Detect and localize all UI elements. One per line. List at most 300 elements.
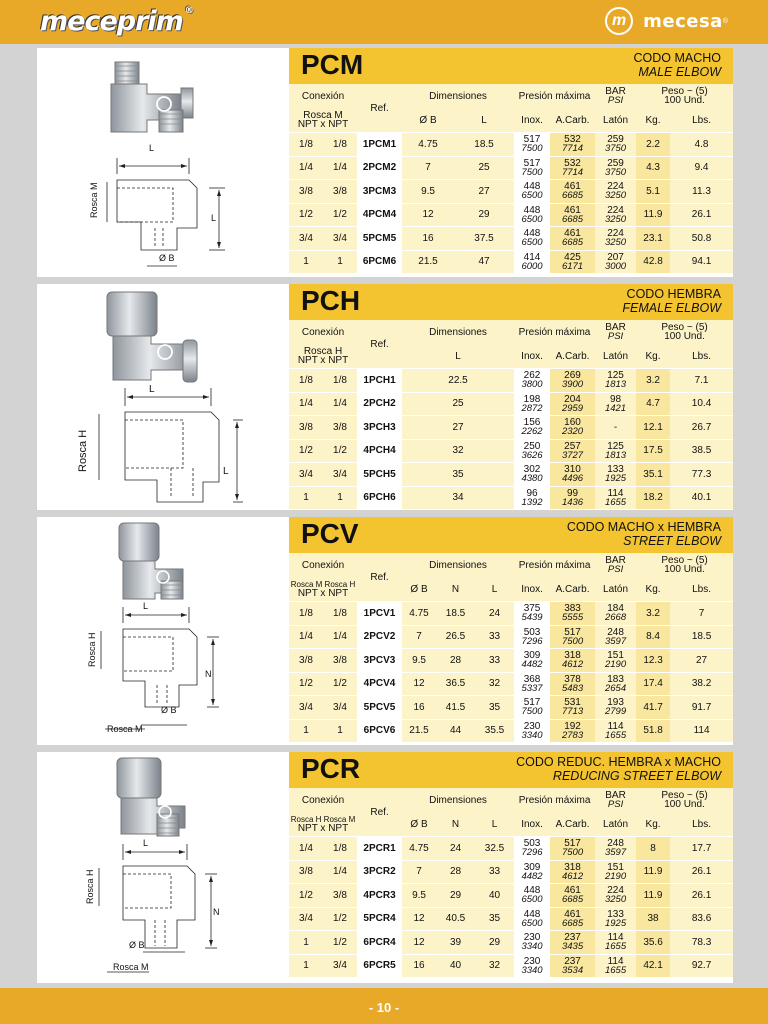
table-cell: 8.4 xyxy=(636,625,670,649)
table-cell: 368 5337 xyxy=(514,672,550,696)
table-cell: 25 xyxy=(402,392,514,416)
table-cell: 1 xyxy=(289,486,323,509)
table-cell: 3/8 xyxy=(289,860,323,884)
table-cell: 318 4612 xyxy=(550,649,595,673)
header-inox: Inox. xyxy=(514,812,550,837)
table-cell: 3PCV3 xyxy=(357,649,402,673)
table-cell: 26.7 xyxy=(670,416,733,440)
table-cell: 35 xyxy=(402,463,514,487)
table-cell: 9.4 xyxy=(670,156,733,180)
table-cell: 448 6500 xyxy=(514,227,550,251)
header-inox: Inox. xyxy=(514,108,550,133)
pch-label-rosca-h: Rosca H xyxy=(77,429,89,472)
table-cell: 5PCR4 xyxy=(357,907,402,931)
pcr-drawing xyxy=(37,752,289,983)
table-cell: 32 xyxy=(475,954,514,977)
table-cell: 250 3626 xyxy=(514,439,550,463)
table-row xyxy=(289,860,733,884)
table-subheader-row xyxy=(289,812,733,837)
header-ref: Ref. xyxy=(357,788,402,837)
table-row xyxy=(289,250,733,273)
pcv-label-n: N xyxy=(205,669,212,679)
header-bar-psi: BAR PSI xyxy=(595,553,636,577)
table-row xyxy=(289,625,733,649)
table-cell: 262 3800 xyxy=(514,369,550,393)
table-row xyxy=(289,649,733,673)
header-bar-psi: BAR PSI xyxy=(595,788,636,812)
pcv-label-rosca-h: Rosca H xyxy=(87,632,97,667)
table-cell: 5PCH5 xyxy=(357,463,402,487)
pcv-spec-table xyxy=(289,553,733,742)
pcv-code: PCV xyxy=(301,518,359,549)
table-cell: 91.7 xyxy=(670,696,733,720)
table-cell: 503 7296 xyxy=(514,837,550,861)
pch-code: PCH xyxy=(301,285,361,316)
table-cell: 7.1 xyxy=(670,369,733,393)
header-rosca: Rosca M Rosca H NPT x NPT xyxy=(289,577,357,602)
table-cell: 16 xyxy=(402,696,436,720)
table-cell: 42.1 xyxy=(636,954,670,977)
table-cell: 198 2872 xyxy=(514,392,550,416)
table-cell: 78.3 xyxy=(670,931,733,955)
table-cell: 28 xyxy=(436,649,475,673)
table-cell: 3/4 xyxy=(289,463,323,487)
pch-label-l-side: L xyxy=(223,466,229,477)
table-cell: 1 xyxy=(289,250,323,273)
header-kg: Kg. xyxy=(636,344,670,369)
table-cell: 125 1813 xyxy=(595,369,636,393)
table-row xyxy=(289,133,733,157)
table-cell: 1 xyxy=(323,719,357,742)
table-cell: 41.7 xyxy=(636,696,670,720)
table-cell: 224 3250 xyxy=(595,884,636,908)
table-cell: 1/4 xyxy=(289,837,323,861)
table-cell: 310 4496 xyxy=(550,463,595,487)
table-cell: 98 1421 xyxy=(595,392,636,416)
header-bar-psi: BAR PSI xyxy=(595,320,636,344)
table-cell: 23.1 xyxy=(636,227,670,251)
pcr-desc-es: CODO REDUC. HEMBRA x MACHO xyxy=(516,755,721,769)
table-cell: 16 xyxy=(402,954,436,977)
table-cell: 1/2 xyxy=(289,439,323,463)
table-cell: 26.1 xyxy=(670,203,733,227)
table-cell: 40.5 xyxy=(436,907,475,931)
table-cell: 503 7296 xyxy=(514,625,550,649)
table-row xyxy=(289,837,733,861)
table-cell: 4.8 xyxy=(670,133,733,157)
table-cell: 3/4 xyxy=(289,696,323,720)
header-laton: Latón xyxy=(595,108,636,133)
table-cell: 1 xyxy=(289,954,323,977)
table-cell: 269 3900 xyxy=(550,369,595,393)
table-cell: 248 3597 xyxy=(595,625,636,649)
table-cell: 230 3340 xyxy=(514,719,550,742)
table-cell: 1PCH1 xyxy=(357,369,402,393)
table-cell: 461 6685 xyxy=(550,180,595,204)
table-cell: 378 5483 xyxy=(550,672,595,696)
table-cell: 35 xyxy=(475,696,514,720)
table-cell: 461 6685 xyxy=(550,203,595,227)
table-cell: 3PCM3 xyxy=(357,180,402,204)
header-peso: Peso ~ (5) 100 Und. xyxy=(636,84,733,108)
table-cell: 1/8 xyxy=(323,369,357,393)
header-inox: Inox. xyxy=(514,577,550,602)
header-peso: Peso ~ (5) 100 Und. xyxy=(636,788,733,812)
header-dim-col: L xyxy=(475,577,514,602)
table-cell: 12.1 xyxy=(636,416,670,440)
table-cell: 4PCR3 xyxy=(357,884,402,908)
table-cell: 1/8 xyxy=(323,602,357,626)
pcr-desc-en: REDUCING STREET ELBOW xyxy=(552,769,721,783)
table-row xyxy=(289,954,733,977)
header-peso: Peso ~ (5) 100 Und. xyxy=(636,553,733,577)
pcm-desc-es: CODO MACHO xyxy=(633,51,721,65)
table-cell: 35.1 xyxy=(636,463,670,487)
section-pcv xyxy=(37,517,733,745)
table-cell: 26.5 xyxy=(436,625,475,649)
table-cell: 1/4 xyxy=(323,625,357,649)
table-cell: 114 1655 xyxy=(595,954,636,977)
table-cell: 183 2654 xyxy=(595,672,636,696)
header-rosca: Rosca M NPT x NPT xyxy=(289,108,357,133)
table-cell: 17.4 xyxy=(636,672,670,696)
table-cell: 248 3597 xyxy=(595,837,636,861)
table-cell: 26.1 xyxy=(670,884,733,908)
table-cell: 35 xyxy=(475,907,514,931)
pch-panel xyxy=(289,284,733,510)
table-cell: 1/2 xyxy=(323,203,357,227)
table-cell: 133 1925 xyxy=(595,907,636,931)
table-cell: 531 7713 xyxy=(550,696,595,720)
pcr-spec-table xyxy=(289,788,733,977)
mecesa-logo-icon: m xyxy=(605,7,633,35)
table-cell: 33 xyxy=(475,860,514,884)
table-cell: 27 xyxy=(670,649,733,673)
table-cell: 4.75 xyxy=(402,133,454,157)
table-cell: 230 3340 xyxy=(514,931,550,955)
table-cell: 41.5 xyxy=(436,696,475,720)
pcv-drawing xyxy=(37,517,289,745)
table-row xyxy=(289,931,733,955)
table-cell: 35.6 xyxy=(636,931,670,955)
header-bar-psi: BAR PSI xyxy=(595,84,636,108)
table-cell: 1/2 xyxy=(323,907,357,931)
header-kg: Kg. xyxy=(636,812,670,837)
table-cell: 461 6685 xyxy=(550,227,595,251)
table-cell: 6PCH6 xyxy=(357,486,402,509)
table-cell: 47 xyxy=(454,250,514,273)
table-cell: 5.1 xyxy=(636,180,670,204)
header-dim-col: N xyxy=(436,577,475,602)
table-cell: 1/2 xyxy=(289,203,323,227)
table-cell: 414 6000 xyxy=(514,250,550,273)
table-cell: 302 4380 xyxy=(514,463,550,487)
pch-label-l-top: L xyxy=(149,384,155,395)
table-cell: - xyxy=(595,416,636,440)
table-row xyxy=(289,907,733,931)
table-cell: 40.1 xyxy=(670,486,733,509)
table-cell: 204 2959 xyxy=(550,392,595,416)
table-row xyxy=(289,203,733,227)
table-cell: 37.5 xyxy=(454,227,514,251)
table-cell: 26.1 xyxy=(670,860,733,884)
table-row xyxy=(289,486,733,509)
table-cell: 517 7500 xyxy=(514,696,550,720)
header-dim-col: L xyxy=(402,344,514,369)
table-cell: 40 xyxy=(475,884,514,908)
table-cell: 18.5 xyxy=(454,133,514,157)
table-cell: 3/8 xyxy=(323,649,357,673)
table-cell: 9.5 xyxy=(402,649,436,673)
table-cell: 11.9 xyxy=(636,860,670,884)
header-conexion: Conexión xyxy=(289,788,357,812)
table-cell: 9.5 xyxy=(402,180,454,204)
table-cell: 1/4 xyxy=(323,156,357,180)
pch-title-bar xyxy=(289,284,733,320)
table-cell: 6PCV6 xyxy=(357,719,402,742)
table-header-row xyxy=(289,320,733,344)
table-cell: 77.3 xyxy=(670,463,733,487)
header-bar xyxy=(0,0,768,44)
table-cell: 39 xyxy=(436,931,475,955)
table-cell: 448 6500 xyxy=(514,907,550,931)
table-row xyxy=(289,156,733,180)
table-cell: 532 7714 xyxy=(550,156,595,180)
header-acarb: A.Carb. xyxy=(550,812,595,837)
header-inox: Inox. xyxy=(514,344,550,369)
header-presion: Presión máxima xyxy=(514,320,595,344)
table-cell: 114 1655 xyxy=(595,486,636,509)
table-cell: 99 1436 xyxy=(550,486,595,509)
table-cell: 18.5 xyxy=(436,602,475,626)
table-cell: 1/8 xyxy=(323,133,357,157)
header-lbs: Lbs. xyxy=(670,108,733,133)
table-cell: 230 3340 xyxy=(514,954,550,977)
header-acarb: A.Carb. xyxy=(550,344,595,369)
table-cell: 4PCV4 xyxy=(357,672,402,696)
table-cell: 448 6500 xyxy=(514,884,550,908)
table-cell: 28 xyxy=(436,860,475,884)
table-cell: 8 xyxy=(636,837,670,861)
table-cell: 12 xyxy=(402,931,436,955)
table-cell: 33 xyxy=(475,649,514,673)
table-cell: 5PCV5 xyxy=(357,696,402,720)
table-cell: 51.8 xyxy=(636,719,670,742)
table-row xyxy=(289,884,733,908)
table-cell: 4PCM4 xyxy=(357,203,402,227)
table-cell: 18.2 xyxy=(636,486,670,509)
table-cell: 133 1925 xyxy=(595,463,636,487)
table-cell: 12 xyxy=(402,203,454,227)
table-cell: 6PCM6 xyxy=(357,250,402,273)
header-lbs: Lbs. xyxy=(670,812,733,837)
header-ref: Ref. xyxy=(357,84,402,133)
table-cell: 156 2262 xyxy=(514,416,550,440)
table-cell: 12 xyxy=(402,907,436,931)
table-cell: 29 xyxy=(454,203,514,227)
table-cell: 35.5 xyxy=(475,719,514,742)
table-cell: 29 xyxy=(475,931,514,955)
table-cell: 3/4 xyxy=(289,227,323,251)
pch-drawing xyxy=(37,284,289,510)
table-cell: 448 6500 xyxy=(514,203,550,227)
pcr-label-rosca-h: Rosca H xyxy=(85,869,95,904)
table-cell: 125 1813 xyxy=(595,439,636,463)
header-rosca: Rosca H Rosca M NPT x NPT xyxy=(289,812,357,837)
table-row xyxy=(289,392,733,416)
table-cell: 309 4482 xyxy=(514,649,550,673)
header-ref: Ref. xyxy=(357,553,402,602)
header-dimensiones: Dimensiones xyxy=(402,84,514,108)
table-cell: 1 xyxy=(323,250,357,273)
table-cell: 3.2 xyxy=(636,602,670,626)
section-pcm xyxy=(37,48,733,277)
table-cell: 21.5 xyxy=(402,719,436,742)
table-cell: 3/4 xyxy=(323,954,357,977)
table-cell: 17.5 xyxy=(636,439,670,463)
table-cell: 318 4612 xyxy=(550,860,595,884)
header-peso: Peso ~ (5) 100 Und. xyxy=(636,320,733,344)
table-cell: 4.75 xyxy=(402,837,436,861)
table-row xyxy=(289,416,733,440)
table-cell: 4.3 xyxy=(636,156,670,180)
pcv-label-l: L xyxy=(143,601,149,611)
table-cell: 1 xyxy=(289,719,323,742)
table-cell: 34 xyxy=(402,486,514,509)
header-dim-col: Ø B xyxy=(402,577,436,602)
header-dim-col: L xyxy=(454,108,514,133)
table-cell: 425 6171 xyxy=(550,250,595,273)
header-ref: Ref. xyxy=(357,320,402,369)
table-cell: 2.2 xyxy=(636,133,670,157)
table-header-row xyxy=(289,84,733,108)
header-laton: Latón xyxy=(595,812,636,837)
header-rosca: Rosca H NPT x NPT xyxy=(289,344,357,369)
table-cell: 32 xyxy=(402,439,514,463)
table-cell: 207 3000 xyxy=(595,250,636,273)
table-cell: 7 xyxy=(402,156,454,180)
header-dim-col: N xyxy=(436,812,475,837)
table-cell: 10.4 xyxy=(670,392,733,416)
table-cell: 3/8 xyxy=(323,884,357,908)
table-cell: 7 xyxy=(402,625,436,649)
table-cell: 1/8 xyxy=(289,602,323,626)
table-cell: 42.8 xyxy=(636,250,670,273)
table-row xyxy=(289,672,733,696)
table-cell: 114 xyxy=(670,719,733,742)
pcv-label-ob: Ø B xyxy=(161,705,177,715)
table-cell: 16 xyxy=(402,227,454,251)
table-cell: 517 7500 xyxy=(514,156,550,180)
header-dim-col: Ø B xyxy=(402,108,454,133)
header-lbs: Lbs. xyxy=(670,344,733,369)
table-cell: 22.5 xyxy=(402,369,514,393)
table-cell: 38.5 xyxy=(670,439,733,463)
pcm-label-ob: Ø B xyxy=(159,253,175,263)
table-row xyxy=(289,463,733,487)
pcm-label-rosca-m: Rosca M xyxy=(89,182,99,218)
table-cell: 9.5 xyxy=(402,884,436,908)
table-cell: 3/4 xyxy=(323,227,357,251)
header-dimensiones: Dimensiones xyxy=(402,788,514,812)
table-cell: 3PCR2 xyxy=(357,860,402,884)
pcr-title-bar xyxy=(289,752,733,788)
pch-desc-en: FEMALE ELBOW xyxy=(622,301,721,315)
table-cell: 6PCR5 xyxy=(357,954,402,977)
table-cell: 7 xyxy=(402,860,436,884)
pcv-title-bar xyxy=(289,517,733,553)
pcm-drawing xyxy=(37,48,289,277)
table-cell: 94.1 xyxy=(670,250,733,273)
table-cell: 5PCM5 xyxy=(357,227,402,251)
table-cell: 114 1655 xyxy=(595,931,636,955)
table-cell: 1/4 xyxy=(323,860,357,884)
table-cell: 309 4482 xyxy=(514,860,550,884)
table-cell: 1/8 xyxy=(289,369,323,393)
table-cell: 224 3250 xyxy=(595,227,636,251)
pcr-code: PCR xyxy=(301,753,361,784)
header-dim-col: Ø B xyxy=(402,812,436,837)
table-row xyxy=(289,227,733,251)
pcr-technical-drawing xyxy=(37,752,289,983)
table-cell: 50.8 xyxy=(670,227,733,251)
table-cell: 4PCH4 xyxy=(357,439,402,463)
table-cell: 1/2 xyxy=(323,439,357,463)
table-row xyxy=(289,439,733,463)
pcv-label-rosca-m: Rosca M xyxy=(107,724,143,734)
pcv-desc-en: STREET ELBOW xyxy=(623,534,721,548)
table-cell: 3/8 xyxy=(323,416,357,440)
table-cell: 3/8 xyxy=(323,180,357,204)
table-cell: 1/4 xyxy=(289,156,323,180)
table-cell: 18.5 xyxy=(670,625,733,649)
table-cell: 27 xyxy=(454,180,514,204)
table-cell: 517 7500 xyxy=(550,625,595,649)
table-cell: 32.5 xyxy=(475,837,514,861)
table-subheader-row xyxy=(289,577,733,602)
pch-desc-es: CODO HEMBRA xyxy=(626,287,721,301)
pcm-code: PCM xyxy=(301,49,364,80)
table-cell: 3/8 xyxy=(289,416,323,440)
header-dimensiones: Dimensiones xyxy=(402,320,514,344)
pcr-panel xyxy=(289,752,733,983)
table-cell: 11.9 xyxy=(636,884,670,908)
table-cell: 184 2668 xyxy=(595,602,636,626)
table-cell: 259 3750 xyxy=(595,156,636,180)
table-cell: 25 xyxy=(454,156,514,180)
table-cell: 1 xyxy=(289,931,323,955)
table-cell: 1/2 xyxy=(289,884,323,908)
table-cell: 1/2 xyxy=(323,672,357,696)
table-row xyxy=(289,696,733,720)
header-presion: Presión máxima xyxy=(514,553,595,577)
table-cell: 160 2320 xyxy=(550,416,595,440)
table-cell: 114 1655 xyxy=(595,719,636,742)
table-cell: 1PCM1 xyxy=(357,133,402,157)
table-cell: 237 3435 xyxy=(550,931,595,955)
table-cell: 17.7 xyxy=(670,837,733,861)
table-cell: 448 6500 xyxy=(514,180,550,204)
table-cell: 1/4 xyxy=(289,392,323,416)
pcv-desc-es: CODO MACHO x HEMBRA xyxy=(566,520,721,534)
table-cell: 2PCR1 xyxy=(357,837,402,861)
table-cell: 7 xyxy=(670,602,733,626)
header-kg: Kg. xyxy=(636,108,670,133)
table-cell: 1 xyxy=(323,486,357,509)
pcm-desc-en: MALE ELBOW xyxy=(638,65,721,79)
table-cell: 2PCV2 xyxy=(357,625,402,649)
pcv-panel xyxy=(289,517,733,745)
